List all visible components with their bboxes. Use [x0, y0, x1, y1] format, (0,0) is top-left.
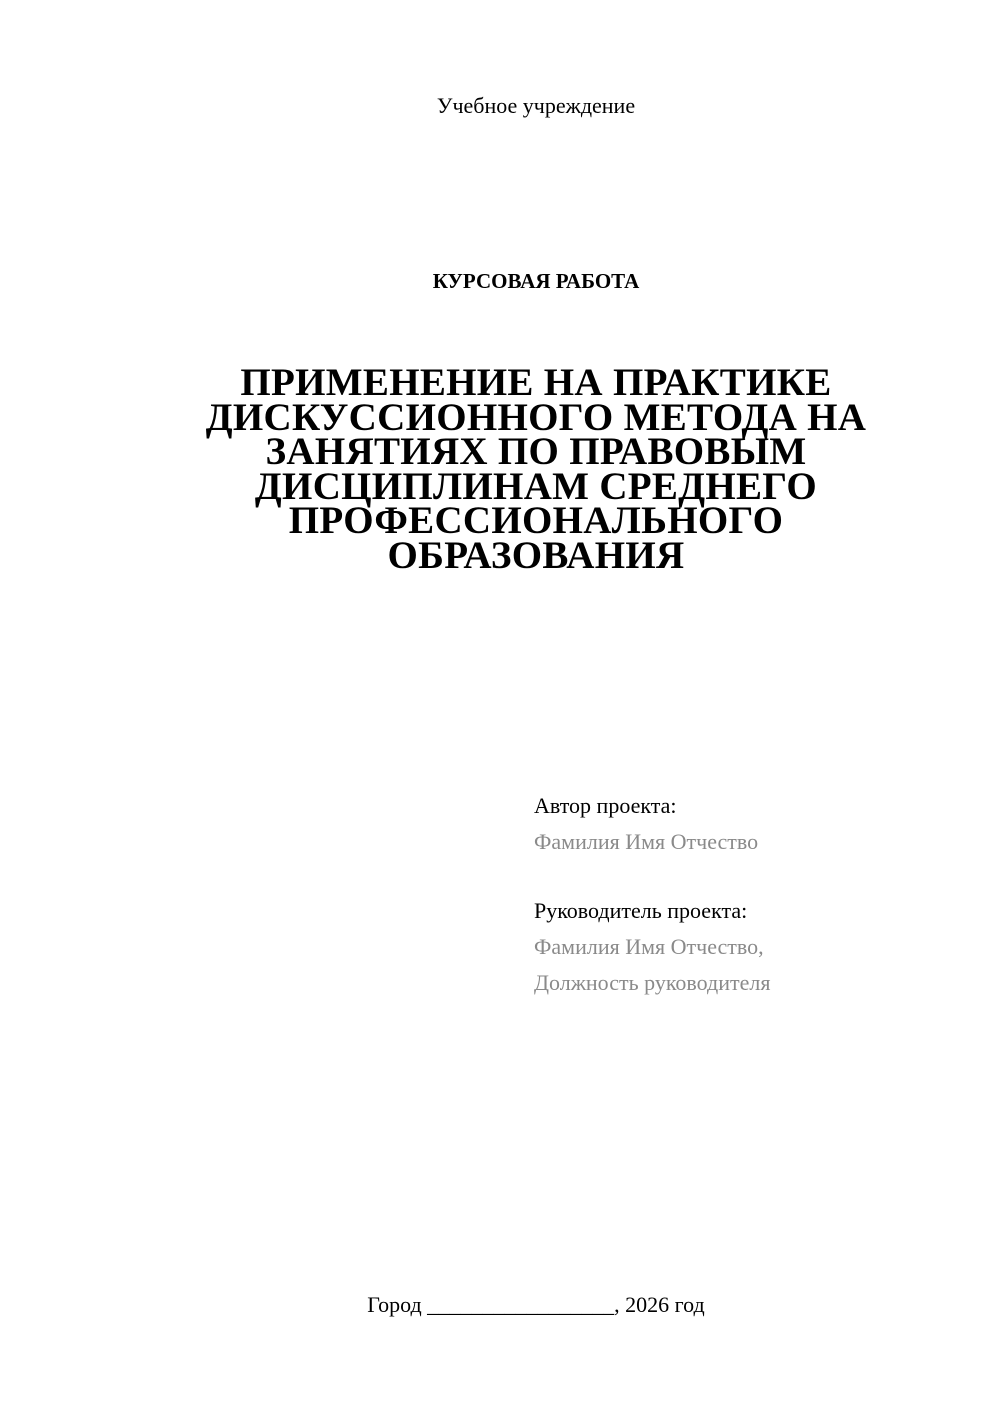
title-line: ДИСКУССИОННОГО МЕТОДА НА	[205, 395, 867, 439]
year-text: , 2026 год	[614, 1292, 705, 1317]
supervisor-position-placeholder: Должность руководителя	[534, 970, 771, 995]
title-line: ЗАНЯТИЯХ ПО ПРАВОВЫМ	[265, 430, 807, 474]
work-type-heading: КУРСОВАЯ РАБОТА	[432, 269, 640, 293]
city-year-line	[0, 1290, 1000, 1320]
author-label: Автор проекта:	[534, 793, 677, 818]
supervisor-label: Руководитель проекта:	[534, 898, 748, 923]
city-label: Город	[367, 1292, 422, 1317]
author-name-placeholder: Фамилия Имя Отчество	[534, 829, 759, 854]
signature-spacer	[534, 860, 974, 893]
title-line: ПРОФЕССИОНАЛЬНОГО	[288, 499, 784, 543]
title-line: ПРИМЕНЕНИЕ НА ПРАКТИКЕ	[240, 361, 832, 404]
supervisor-name-placeholder: Фамилия Имя Отчество,	[534, 934, 764, 959]
institution-name: Учебное учреждение	[436, 93, 636, 118]
title-line: ДИСЦИПЛИНАМ СРЕДНЕГО	[254, 464, 818, 508]
document-title	[140, 361, 932, 577]
signature-block	[534, 788, 974, 1001]
city-blank: _________________	[427, 1292, 615, 1317]
title-line: ОБРАЗОВАНИЯ	[387, 533, 685, 577]
